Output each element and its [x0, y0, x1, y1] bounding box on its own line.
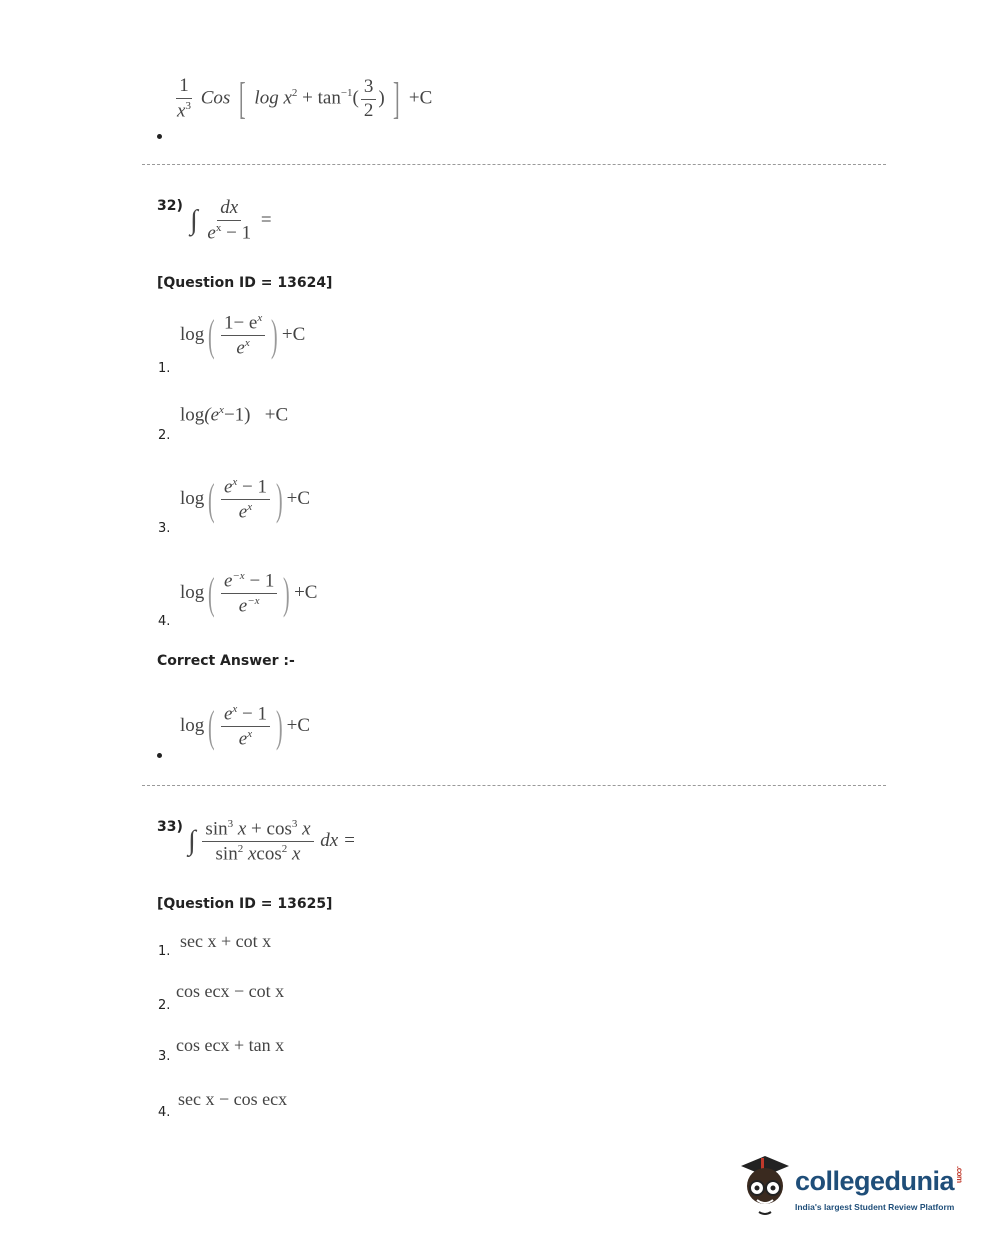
brand-tagline: India's largest Student Review Platform	[795, 1202, 955, 1212]
option-numerator-exponent: x	[257, 312, 263, 324]
inner-log: log x	[254, 87, 292, 109]
q33-option-1-number: 1.	[158, 944, 171, 959]
brand-suffix: .com	[955, 1166, 965, 1183]
separator	[142, 785, 886, 786]
q32-option-1-number: 1.	[158, 361, 171, 376]
option-numerator-tail: − 1	[242, 476, 267, 498]
q33-num-sin: sin	[205, 818, 228, 840]
log-text: log	[180, 324, 205, 346]
option-denominator-exponent: x	[247, 501, 253, 514]
log-text: log	[180, 404, 205, 426]
inner-exponent: 2	[291, 87, 298, 100]
tan-exponent: −1	[340, 87, 353, 100]
option-expr: (e	[204, 404, 220, 426]
q32-question-id: [Question ID = 13624]	[157, 275, 333, 291]
constant: +C	[408, 87, 433, 109]
option-expr-exponent: x	[219, 404, 224, 416]
q31-answer-formula: $\frac{1}{x^3}$ Cos [ $\log x^2 + \tan^{-1}$( $\frac{3}{2}$ ) ] +C	[177, 74, 433, 124]
option-numerator: e	[223, 570, 233, 592]
q33-den-sin-var: x	[247, 843, 257, 865]
q32-denominator: e	[207, 222, 216, 244]
tan-arg-denominator: 2	[363, 99, 374, 121]
answer-denominator-exponent: x	[247, 728, 253, 741]
q33-den-sin: sin	[215, 843, 238, 865]
option-denominator: e	[238, 501, 248, 523]
q32-option-3-number: 3.	[158, 521, 171, 536]
option-numerator: e	[223, 476, 233, 498]
q32-option-1[interactable]: log( $\frac{1- e^x}{e^x}$ ) +C	[180, 310, 306, 360]
option-constant: +C	[294, 582, 318, 604]
option-numerator-tail: − 1	[249, 570, 275, 592]
q33-num-sin-var: x	[237, 818, 247, 840]
option-constant: +C	[264, 404, 289, 426]
q33-den-sin-exponent: 2	[237, 843, 244, 856]
q32-number: 32)	[157, 198, 183, 214]
q32-option-4[interactable]: log( $\frac{e^{-x} - 1}{e^{-x}}$ ) +C	[180, 568, 318, 618]
q33-option-1[interactable]: sec x + cot x	[180, 931, 272, 951]
mascot-icon	[735, 1152, 791, 1218]
prefactor-denominator: x	[177, 100, 186, 122]
q33-option-4[interactable]: sec x − cos ecx	[178, 1089, 288, 1109]
answer-numerator-tail: − 1	[242, 703, 267, 725]
q33-number: 33)	[157, 819, 183, 835]
answer-numerator-exponent: x	[232, 703, 238, 715]
option-denominator-exponent: −x	[247, 595, 260, 608]
q32-denominator-tail: − 1	[226, 222, 252, 244]
answer-bullet	[157, 134, 162, 139]
q33-option-2[interactable]: cos ecx − cot x	[176, 981, 285, 1001]
plus-tan: + tan	[302, 87, 341, 109]
q33-den-cos-exponent: 2	[281, 843, 288, 856]
q33-num-plus-cos: + cos	[251, 818, 292, 840]
q32-option-2-number: 2.	[158, 428, 171, 443]
answer-denominator: e	[238, 728, 248, 750]
option-numerator-exponent: −x	[232, 570, 245, 582]
q33-den-cos-var: x	[291, 843, 301, 865]
q33-dx-equals: dx =	[320, 830, 356, 852]
option-denominator: e	[238, 595, 248, 617]
answer-constant: +C	[286, 715, 311, 737]
q33-num-sin-exponent: 3	[227, 818, 234, 830]
q32-correct-label: Correct Answer :-	[157, 653, 295, 669]
q33-integral: ∫ $\frac{\sin^3 x + \cos^3 x}{\sin^2 xcos^2 x}$ dx =	[188, 818, 356, 865]
q32-option-3[interactable]: log( $\frac{e^x - 1}{e^x}$ ) +C	[180, 474, 311, 524]
q32-correct-answer: log( $\frac{e^x - 1}{e^x}$ ) +C	[180, 701, 311, 751]
q33-den-cos: cos	[256, 843, 282, 865]
cos-text: Cos	[200, 87, 231, 109]
q33-question-id: [Question ID = 13625]	[157, 896, 333, 912]
prefactor-exponent: 3	[185, 99, 191, 112]
log-text: log	[180, 582, 205, 604]
tan-arg-numerator: 3	[361, 77, 377, 100]
option-denominator-exponent: x	[244, 337, 250, 350]
q33-num-cos-var: x	[302, 818, 311, 840]
separator	[142, 164, 886, 165]
option-numerator-exponent: x	[232, 476, 238, 488]
brand-logo	[735, 1152, 965, 1222]
option-constant: +C	[281, 324, 306, 346]
q32-option-4-number: 4.	[158, 614, 171, 629]
q33-option-2-number: 2.	[158, 998, 171, 1013]
option-expr-tail: −1)	[223, 404, 251, 426]
prefactor-numerator: 1	[176, 76, 192, 99]
q32-equals: =	[260, 209, 272, 231]
q33-option-3[interactable]: cos ecx + tan x	[176, 1035, 285, 1055]
q32-option-2[interactable]	[180, 404, 288, 426]
option-denominator: e	[236, 337, 245, 359]
answer-bullet	[157, 753, 162, 758]
q33-option-3-number: 3.	[158, 1049, 171, 1064]
answer-numerator: e	[223, 703, 233, 725]
q32-integral: ∫ $\frac{dx}{e^x - 1}$ =	[190, 197, 272, 244]
q33-num-cos-exponent: 3	[291, 818, 298, 830]
option-constant: +C	[286, 488, 311, 510]
brand-name: collegedunia	[795, 1166, 955, 1196]
q32-numerator: dx	[217, 198, 241, 221]
option-numerator: 1− e	[223, 312, 258, 334]
log-text: log	[180, 715, 205, 737]
q33-option-4-number: 4.	[158, 1105, 171, 1120]
q32-denominator-exponent: x	[215, 221, 222, 234]
log-text: log	[180, 488, 205, 510]
